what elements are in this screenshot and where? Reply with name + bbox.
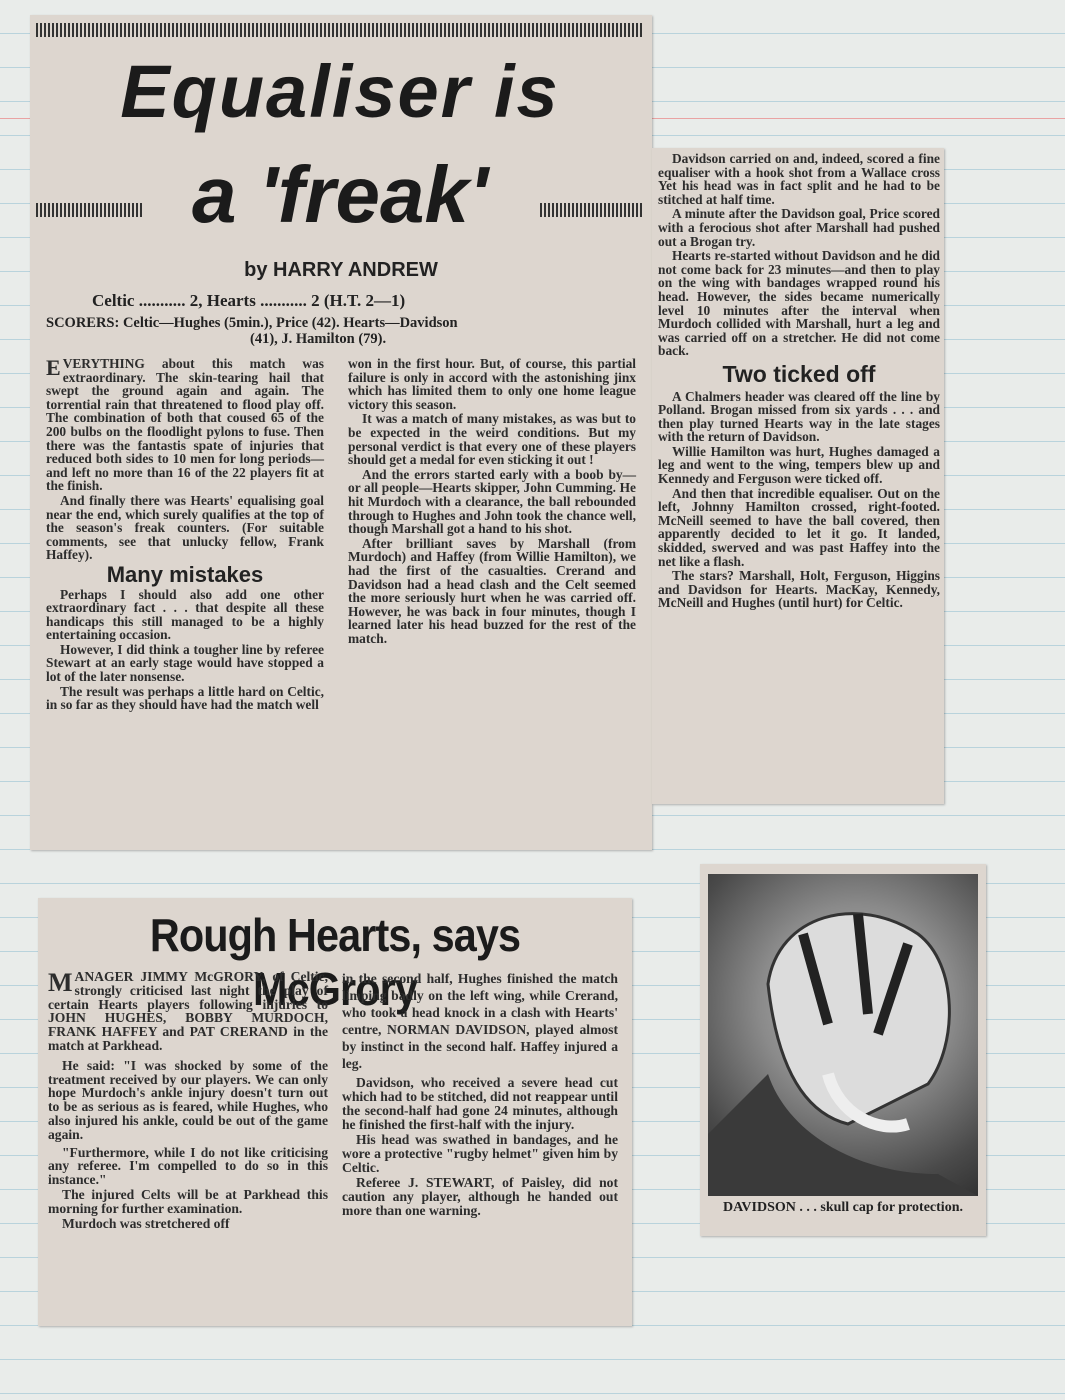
scorers-line-2: (41), J. Hamilton (79). [250, 331, 387, 347]
paragraph: won in the first hour. But, of course, this partial failure is only in accord with the astonishing jinx which has limited them to only one home league victory this season. [348, 356, 636, 412]
paragraph: However, I did think a tougher line by referee Stewart at an early stage would have stopped a lot of the later nonsense. [46, 641, 324, 685]
article-column-2 [342, 970, 618, 1219]
drop-cap: E [46, 355, 61, 380]
subhead-two-ticked-off: Two ticked off [722, 360, 876, 387]
helmet-silhouette-icon [708, 874, 978, 1196]
paragraph: Davidson, who received a severe head cut which had to be stitched, did not reappear until the second-half had gone 24 minutes, although he finished the first-half with the injury. [342, 1075, 618, 1132]
scorers-line-1: SCORERS: Celtic—Hughes (5min.), Price (42). Hearts—Davidson [46, 315, 458, 331]
paragraph: The injured Celts will be at Parkhead this morning for further examination. [48, 1186, 328, 1216]
score-line: Celtic ........... 2, Hearts ........... 2 (H.T. 2—1) [92, 291, 406, 310]
paragraph: EVERYTHING about this match was extraordinary. The skin-tearing hail that swept the ground again and again. The torrential rain that threatened to flood play off. The combination of both that coused 65 of the 200 bulbs on the floodlight pylons to fuse. Then there was the fantastis spate of injuries that reduced both sides to 10 men for long periods—and left no more than 16 of the 22 players fit at the finish. [46, 355, 324, 494]
article-column-1 [48, 970, 328, 1231]
headline-top-rule [36, 23, 642, 37]
paragraph: Murdoch was stretchered off [62, 1215, 230, 1231]
article-column-1 [46, 357, 324, 713]
paragraph: And the errors started early with a boob by—or all people—Hearts skipper, John Cumming. He hit Murdoch with a clearance, the ball rebounded through to Hughes and John took the chance well, though Marshall got a hand to his shot. [348, 466, 636, 537]
paragraph: The stars? Marshall, Holt, Ferguson, Higgins and Davidson for Hearts. MacKay, Kennedy, McNeill and Hughes (until hurt) for Celtic. [658, 568, 940, 611]
headline-rough-hearts: Rough Hearts, says McGrory [149, 909, 521, 1015]
paragraph: Davidson carried on and, indeed, scored a fine equaliser with a hook shot from a Wallace cross Yet his head was in fact split and he had to be stitched at half time. [658, 151, 940, 207]
paragraph: Perhaps I should also add one other extraordinary fact . . . that despite all these handicaps this still managed to be a highly entertaining occasion. [46, 586, 324, 643]
paragraph: Hearts re-started without Davidson and he did not come back for 23 minutes—and then to play on the wing with bandages wrapped round his head. However, the sides became numerically level 10 minutes after the interval when Murdoch collided with Marshall, hurt a leg and was carried off on a stretcher. He did not come back. [658, 248, 940, 359]
paragraph: And then that incredible equaliser. Out on the left, Johnny Hamilton crossed, right-footed. McNeill seemed to have the ball covered, then apparently decided to let it go. It landed, skidded, swerved and was past Haffey into the net like a flash. [658, 485, 940, 569]
drop-cap: M [48, 968, 73, 997]
paragraph: in the second half, Hughes finished the match limping badly on the left wing, while Crerand, who took a head knock in a clash with Hearts' centre, NORMAN DAVIDSON, played almost by instinct in the second half. Haffey injured a leg. [342, 971, 618, 1071]
article-column-3 [658, 152, 940, 611]
paragraph: A minute after the Davidson goal, Price scored with a ferocious shot after Marshall had pushed out a Brogan try. [658, 206, 940, 249]
paragraph: A Chalmers header was cleared off the line by Polland. Brogan missed from six yards . . . and then play turned Hearts way in the late stages with the return of Davidson. [658, 388, 940, 445]
article-freak-clipping [30, 15, 652, 850]
paragraph: The result was perhaps a little hard on Celtic, in so far as they should have had the match well [46, 683, 324, 713]
player-photo [708, 874, 978, 1196]
photo-caption: DAVIDSON . . . skull cap for protection. [723, 1200, 963, 1215]
paragraph: After brilliant saves by Marshall (from Murdoch) and Haffey (from Willie Hamilton), we had the first of the casualties. Crerand and Davidson had a head clash and the Celt seemed the more seriously hurt when he was carried off. However, he was back in four minutes, though I learned later his head buzzed for the rest of the match. [348, 535, 636, 646]
paragraph: His head was swathed in bandages, and he wore a protective "rugby helmet" given him by Celtic. [342, 1132, 618, 1175]
paragraph: Willie Hamilton was hurt, Hughes damaged a leg and went to the wing, tempers blew up and Kennedy and Ferguson were ticked off. [658, 443, 940, 487]
paragraph: Referee J. STEWART, of Paisley, did not caution any player, although he handed out more than one warning. [342, 1175, 618, 1218]
subhead-many-mistakes: Many mistakes [106, 561, 264, 587]
article-column-2 [348, 357, 636, 646]
paragraph: It was a match of many mistakes, as was but to be expected in the weird conditions. But my personal verdict is that every one of these players should get a medal for even sticking it out ! [348, 411, 636, 468]
paragraph: MANAGER JIMMY McGRORY, of Celtic, strongly criticised last night the play of certain Hearts players following injuries to JOHN HUGHES, BOBBY MURDOCH, FRANK HAFFEY and PAT CRERAND in the match at Parkhead. [48, 968, 328, 1053]
headline-right-rule [540, 203, 642, 217]
paragraph: And finally there was Hearts' equalising goal near the end, which surely qualifies at the top of the season's freak counters. (For suitable comments, see that unlucky fellow, Frank Haffey). [46, 492, 324, 563]
article-mcgrory-clipping [38, 898, 632, 1326]
paragraph: "Furthermore, while I do not like criticising any referee. I'm compelled to do so in this instance." [48, 1144, 328, 1188]
paragraph: He said: "I was shocked by some of the treatment received by our players. We can only hope Murdoch's ankle injury doesn't turn out to be as serious as is feared, while Hughes, who also injured his ankle, could be out of the game again. [48, 1057, 328, 1142]
headline-left-rule [36, 203, 144, 217]
byline: by HARRY ANDREW [244, 259, 438, 281]
headline-line-2: a 'freak' [191, 150, 488, 239]
photo-clipping [700, 864, 986, 1236]
headline-line-1: Equaliser is [120, 50, 560, 133]
article-freak-continuation [652, 148, 944, 804]
